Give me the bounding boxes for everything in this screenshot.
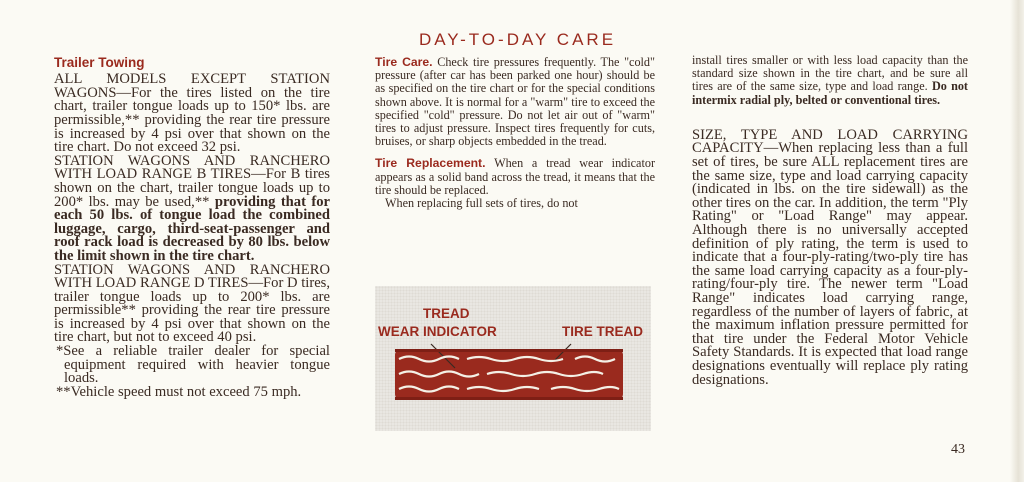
page-number: 43 — [951, 442, 965, 457]
range-b-lead: STATION WAGONS AND RANCHERO WITH LOAD RANGE B TIRES— — [54, 152, 330, 183]
tire-care-text: Check tire pressures frequently. The "cold" pressure (after car has been parked one hour) should be as specified on the tire chart or for the special conditions shown above. It is normal for a "warm" tire to exceed the specified "cold" pressure. Do not let air out of "warm" tires to adjust pressure. Inspect tires frequently for cuts, bruises, or sharp objects embedded in the tread. — [375, 55, 655, 149]
tread-bottom-edge — [395, 397, 623, 400]
column-right — [692, 54, 968, 387]
footnote-2: **Vehicle speed must not exceed 75 mph. — [56, 383, 302, 400]
tread-wear-figure — [375, 286, 651, 431]
replacement-rules-text: install tires smaller or with less load capacity than the standard size shown in the tire chart, and be sure all tires are of the same size, type and load range. — [692, 53, 968, 94]
range-d-lead: STATION WAGONS AND RANCHERO WITH LOAD RANGE D TIRES— — [54, 261, 330, 292]
size-type-load-text: When replacing less than a full set of tires, be sure ALL replacement tires are the same size, type and load carrying capacity (indicated in lbs. on the tire sidewall) as the other tires on the car. In addition, the term "Ply Rating" or "Load Range" may appear. Although there is no universally accepted definition of ply rating, the term is used to indicate that a four-ply-rating/two-ply tire has the same load carrying capacity as a four-ply-rating/four-ply tire. The newer term "Load Range" indicates load carrying range, regardless of the number of layers of fabric, at the maximum inflation pressure permitted for that tire under the Federal Motor Vehicle Safety Standards. It is expected that load range designations eventually will replace ply rating designations. — [692, 140, 968, 388]
tire-care-paragraph — [375, 56, 655, 148]
range-b-bold-text: providing that for each 50 lbs. of tongue load the combined luggage, cargo, third-seat-passenger and roof rack load is decreased by 80 lbs. below the limit shown in the tire chart. — [54, 193, 330, 264]
tire-replacement-paragraph — [375, 157, 655, 197]
range-b-text: For B tires shown on the chart, trailer tongue loads up to 200* lbs. may be used,** — [54, 166, 330, 210]
range-d-text: For D tires, trailer tongue loads up to 200* lbs. are permissible** providing the rear tire pressure is increased by 4 psi over that shown on the tire chart, but not to exceed 40 psi. — [54, 275, 331, 346]
tire-tread-illustration — [375, 286, 651, 431]
tire-replacement-heading: Tire Replacement. — [375, 156, 486, 171]
tire-care-heading: Tire Care. — [375, 55, 433, 69]
figure-label-wear-indicator: WEAR INDICATOR — [378, 324, 497, 339]
trailer-towing-heading: Trailer Towing — [54, 55, 145, 70]
column-left — [54, 56, 330, 399]
size-type-load-lead: SIZE, TYPE AND LOAD CARRYING CAPACITY— — [692, 126, 968, 157]
tire-replacement-text: When a tread wear indicator appears as a solid band across the tread, it means that the tire should be replaced. — [375, 156, 655, 197]
trailer-paragraph-all-models: ALL MODELS EXCEPT STATION WAGONS—For the tires listed on the tire chart, trailer tongue loads up to 150* lbs. are permissible,** providing the rear tire pressure is increased by 4 psi over that shown on the tire chart. Do not exceed 32 psi. — [54, 71, 330, 156]
tread-top-edge — [395, 349, 623, 352]
intermix-warning: Do not intermix radial ply, belted or conventional tires. — [692, 79, 968, 107]
page-title: DAY-TO-DAY CARE — [418, 30, 617, 49]
figure-label-tread: TREAD — [423, 306, 470, 321]
replacement-continued-paragraph: When replacing full sets of tires, do not — [385, 196, 578, 211]
column-middle — [375, 56, 655, 210]
trailer-paragraph-range-d — [54, 261, 331, 346]
page-fold-shadow — [1010, 0, 1024, 482]
footnote-1: *See a reliable trailer dealer for special equipment required with heavier tongue loads. — [56, 343, 330, 387]
replacement-rules-paragraph — [692, 54, 968, 107]
trailer-paragraph-range-b — [54, 152, 330, 264]
size-type-load-paragraph — [692, 126, 968, 388]
figure-label-tire-tread: TIRE TREAD — [562, 324, 643, 339]
